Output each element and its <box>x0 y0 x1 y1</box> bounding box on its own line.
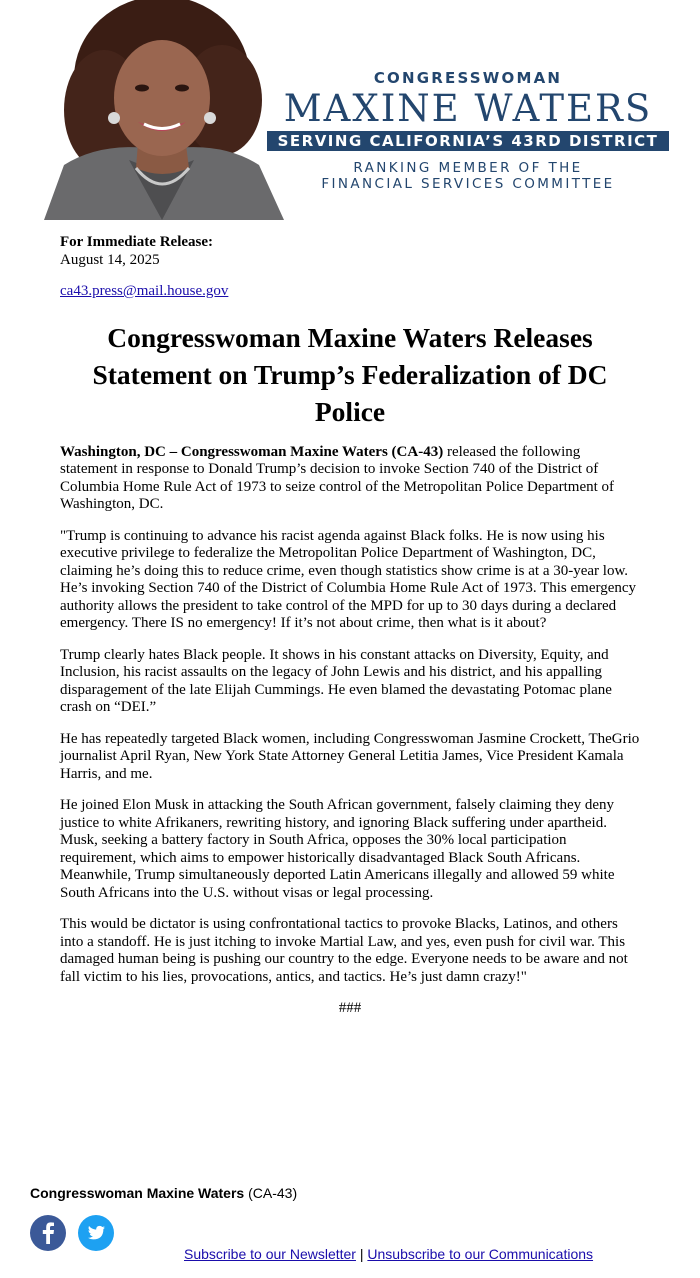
footer-member-name: Congresswoman Maxine Waters <box>30 1185 245 1201</box>
portrait-photo <box>44 0 284 220</box>
paragraph-4: He has repeatedly targeted Black women, including Congresswoman Jasmine Crockett, TheGrio journalist April Ryan, New York State Attorney General Letitia James, Vice President Kamala Harris, and me. <box>60 730 640 782</box>
twitter-glyph <box>78 1215 114 1251</box>
lead-text: released the following statement in response to Donald Trump’s decision to invoke Section 740 of the District of Columbia Home Rule Act of 1973 to seize control of the Metropolitan Police Department of Washington, DC. <box>60 443 615 512</box>
paragraph-3: Trump clearly hates Black people. It shows in his constant attacks on Diversity, Equity, and Inclusion, his racist assaults on the legacy of John Lewis and his district, and his appalling disparagement of the late Elijah Cummings. He even blamed the devastating Potomac plane crash on “DEI.” <box>60 646 612 715</box>
dateline: Washington, DC – Congresswoman Maxine Waters (CA-43) <box>60 443 444 460</box>
ranking-line-1: RANKING MEMBER OF THE <box>353 160 583 176</box>
social-links <box>30 1215 114 1251</box>
paragraph-2: "Trump is continuing to advance his racist agenda against Black folks. He is now using his executive privilege to federalize the Metropolitan Police Department of Washington, DC, claiming he’s doing this to reduce crime, even though statistics show crime is at a 30-year low. He’s invoking Section 740 of the District of Columbia Home Rule Act of 1973. This emergency authority allows the president to take control of the MPD for up to 30 days during a declared emergency. There IS no emergency! If it’s not about crime, then what is it about? <box>60 527 637 631</box>
facebook-icon[interactable] <box>30 1215 66 1251</box>
footer-district: (CA-43) <box>244 1185 298 1201</box>
link-separator: | <box>355 1246 368 1262</box>
header-banner <box>0 0 700 222</box>
press-email-link[interactable]: ca43.press@mail.house.gov <box>60 283 229 299</box>
twitter-icon[interactable] <box>78 1215 114 1251</box>
congresswoman-label: CONGRESSWOMAN <box>373 69 563 87</box>
lead-paragraph <box>60 444 640 514</box>
paragraph-6: This would be dictator is using confrontational tactics to provoke Blacks, Latinos, and others into a standoff. He is just itching to invoke Martial Law, and yes, even push for civil war. This damaged human being is pushing our country to the edge. Everyone needs to be aware and not fall victim to his lies, provocations, antics, and tactics. He’s just damn crazy!" <box>60 916 628 985</box>
release-date: August 14, 2025 <box>60 251 160 268</box>
portrait-illustration <box>44 0 284 220</box>
unsubscribe-link[interactable]: Unsubscribe to our Communications <box>367 1246 594 1262</box>
member-name: MAXINE WATERS <box>283 87 653 130</box>
headline: Congresswoman Maxine Waters Releases Statement on Trump’s Federalization of DC Police <box>92 321 608 427</box>
paragraph-5: He joined Elon Musk in attacking the South African government, falsely claiming they deny justice to white Afrikaners, rewriting history, and ignoring Black suffering under apartheid. Musk, seeking a battery factory in South Africa, opposes the 30% local participation requirement, which aims to empower historically disadvantaged Black South Africans. Meanwhile, Trump simultaneously deported Latin Americans illegally and allowed 59 white South Africans into the U.S. without visas or legal processing. <box>60 797 615 901</box>
footer-links <box>184 1246 593 1262</box>
press-release <box>60 234 640 1018</box>
footer-name <box>30 1185 297 1201</box>
ranking-line-2: FINANCIAL SERVICES COMMITTEE <box>321 176 615 192</box>
subscribe-link[interactable]: Subscribe to our Newsletter <box>184 1246 356 1262</box>
end-mark: ### <box>338 1000 362 1016</box>
release-label: For Immediate Release: <box>60 234 214 250</box>
title-block <box>262 68 674 192</box>
district-banner: SERVING CALIFORNIA’S 43RD DISTRICT <box>267 131 669 151</box>
facebook-glyph <box>30 1215 66 1251</box>
